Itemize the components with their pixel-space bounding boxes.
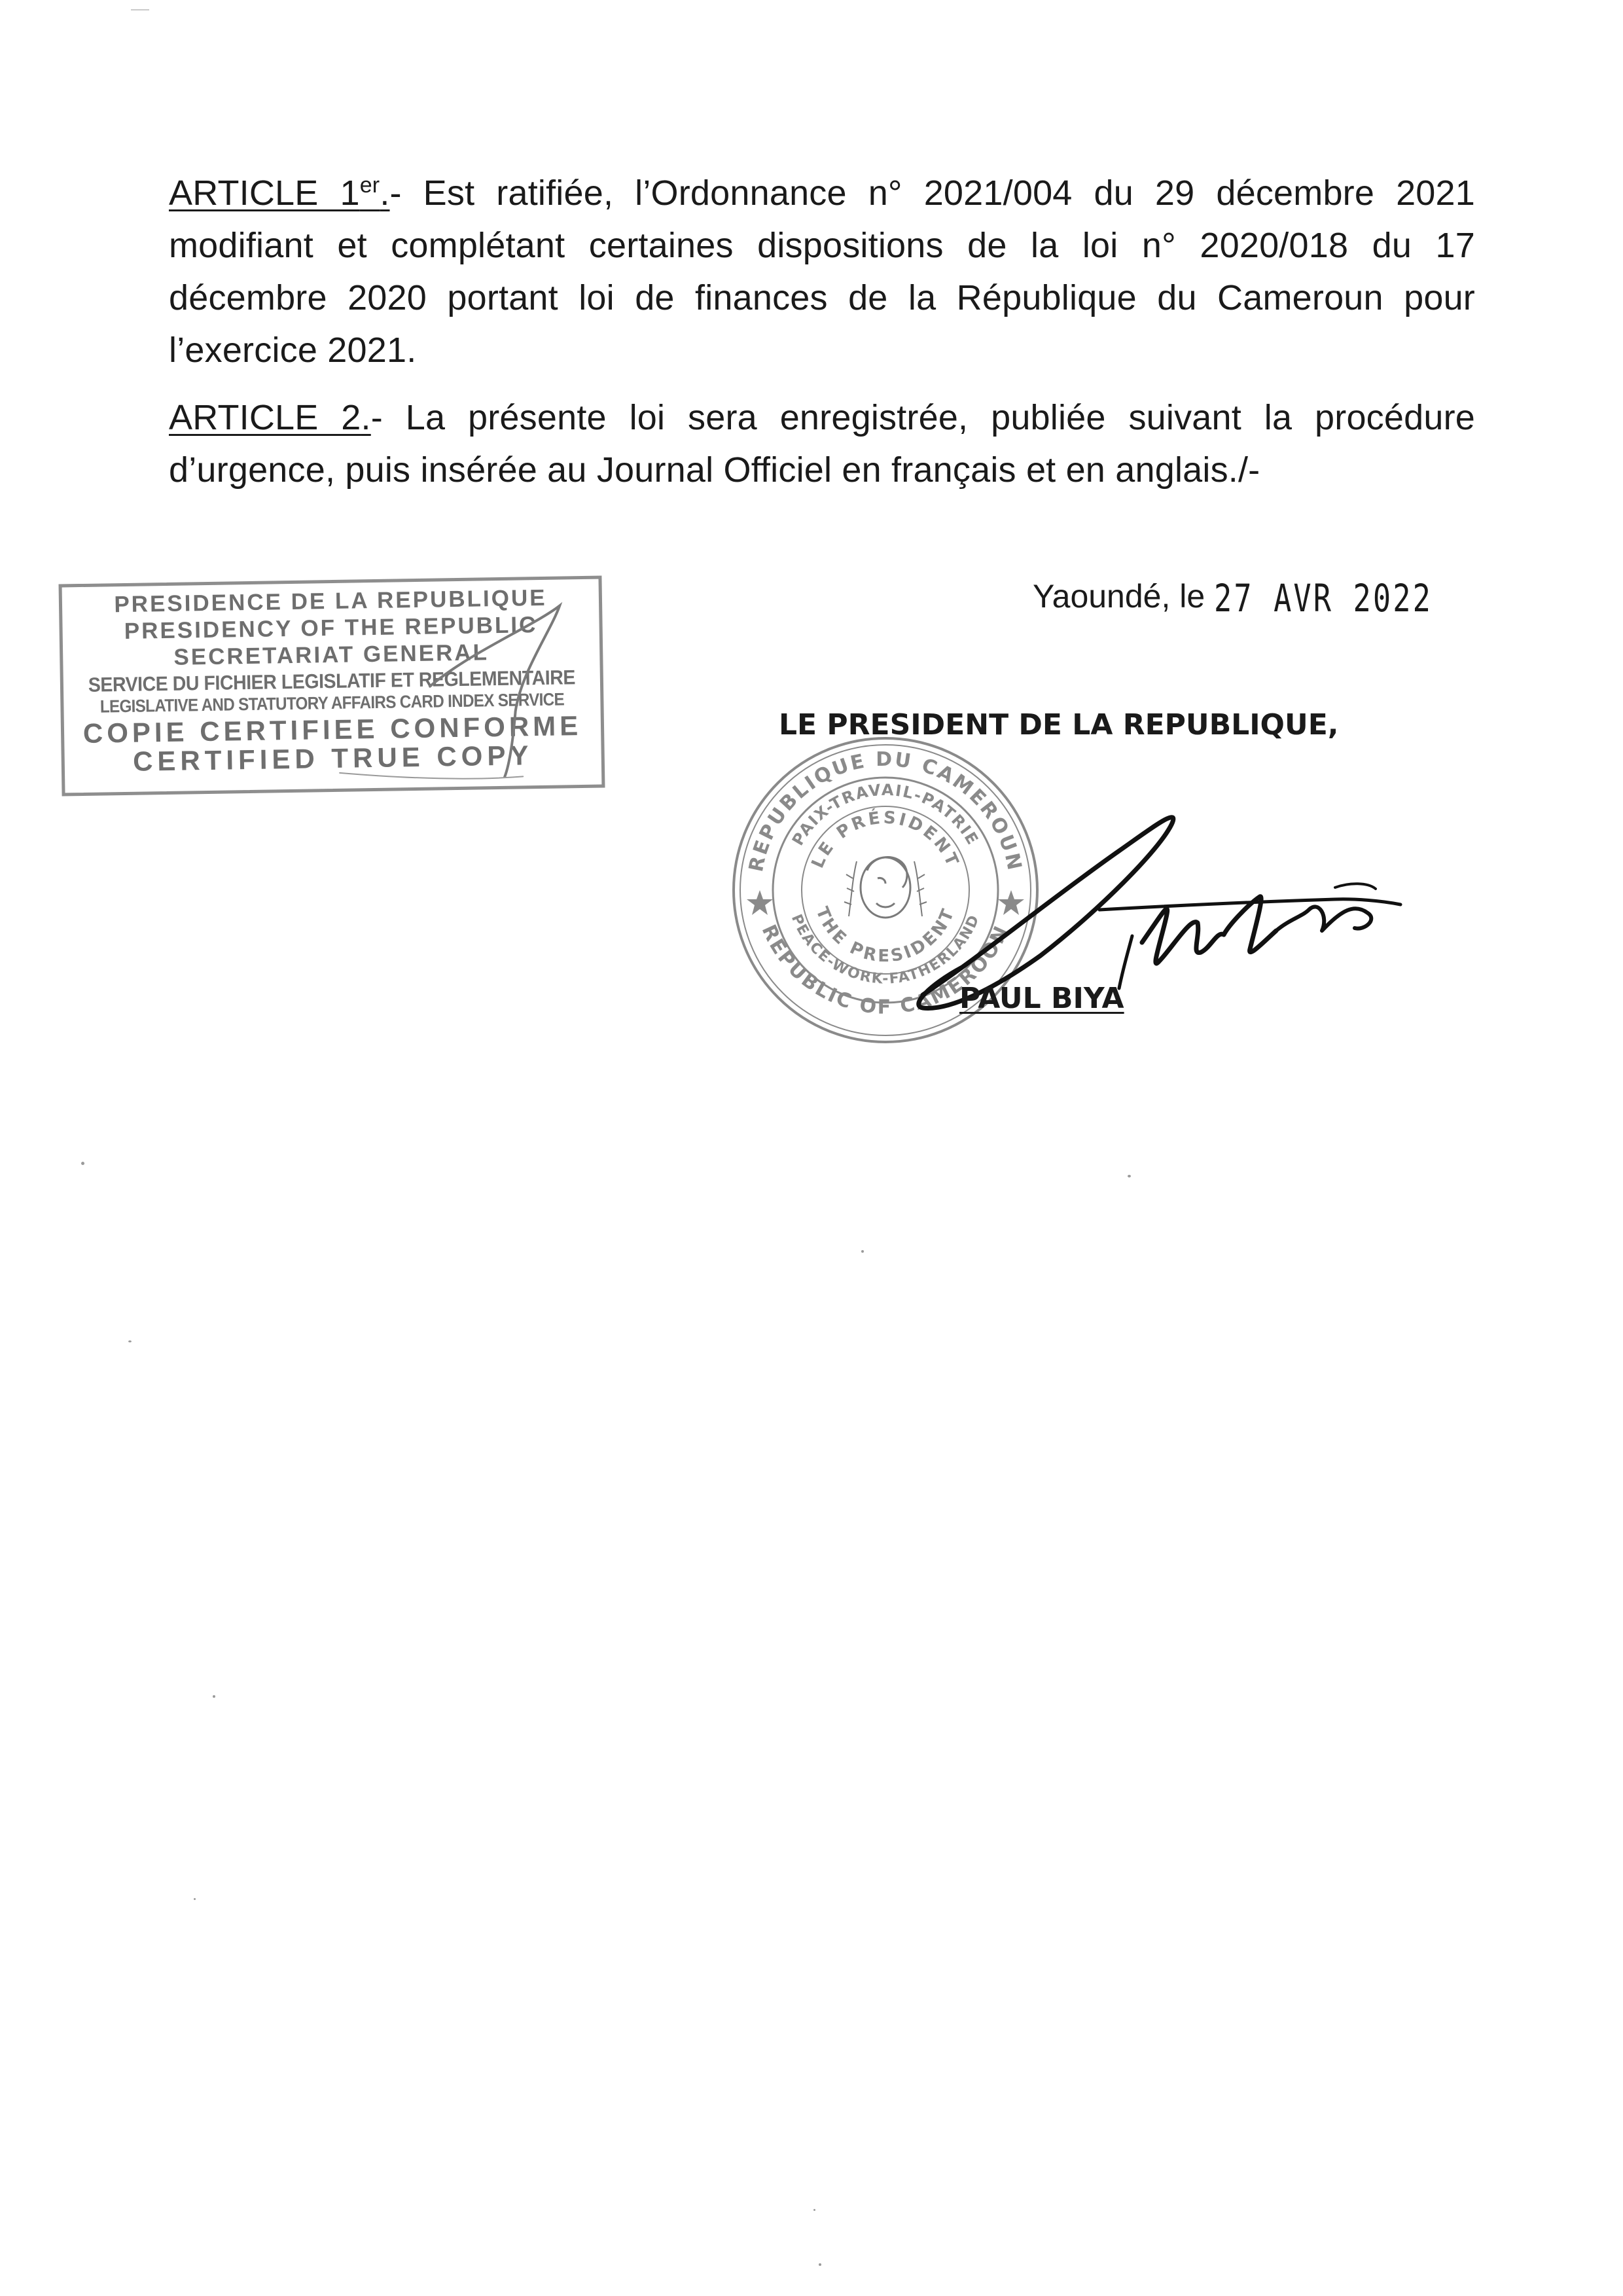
signatory-name: PAUL BIYA (959, 982, 1124, 1015)
article-1-heading-tail: . (380, 173, 390, 213)
article-1-heading-sup: er (359, 173, 380, 198)
article-1-text: - Est ratifiée, l’Ordonnance n° 2021/004 du 29 décembre 2021 modifiant et complétant certaines dispositions de la loi n° 2020/018 du 17 décembre 2020 portant loi de finances de la République du Cameroun pour l’exercice 2021. (169, 173, 1475, 370)
scan-speck (1128, 1175, 1131, 1177)
certified-copy-stamp (59, 576, 605, 797)
stamp-line-4: SERVICE DU FICHIER LEGISLATIF ET REGLEMENTAIRE (88, 666, 576, 696)
stamp-line-6: COPIE CERTIFIEE CONFORME (82, 710, 582, 749)
date-place: Yaoundé, le (1033, 578, 1205, 615)
seal-inner-top-text: PAIX-TRAVAIL-PATRIE (788, 780, 983, 849)
article-2-heading (169, 398, 371, 437)
article-2-heading-tail: . (361, 398, 371, 437)
seal-outer-top-text: REPUBLIQUE DU CAMEROUN (744, 747, 1027, 874)
seal-center-top-text: LE PRÉSIDENT (808, 808, 963, 871)
scan-speck (819, 2263, 821, 2266)
stamp-initial-mark (62, 579, 609, 799)
seal-outer-bottom-text: REPUBLIC OF CAMEROON (757, 921, 1014, 1019)
article-1-heading (169, 173, 390, 213)
scan-speck (861, 1250, 864, 1253)
scan-speck (128, 1340, 132, 1342)
scan-speck (194, 1898, 196, 1900)
stamp-line-5: LEGISLATIVE AND STATUTORY AFFAIRS CARD INDEX SERVICE (99, 689, 565, 717)
seal-center-bottom-text: THE PRESIDENT (812, 904, 959, 967)
scan-speck (213, 1695, 215, 1698)
stamp-line-2: PRESIDENCY OF THE REPUBLIC (124, 612, 538, 644)
stamp-line-1: PRESIDENCE DE LA REPUBLIQUE (114, 584, 547, 618)
article-2-text: - La présente loi sera enregistrée, publiée suivant la procédure d’urgence, puis insérée au Journal Officiel en français et en anglais./- (169, 398, 1475, 490)
president-title: LE PRESIDENT DE LA REPUBLIQUE, (779, 708, 1339, 742)
stamp-line-7: CERTIFIED TRUE COPY (132, 740, 533, 777)
date-line (1033, 576, 1494, 620)
scan-speck (81, 1162, 84, 1165)
article-1 (169, 167, 1475, 376)
stamp-line-3: SECRETARIAT GENERAL (173, 639, 490, 670)
article-2-heading-label: ARTICLE 2 (169, 398, 361, 437)
article-1-heading-label: ARTICLE 1 (169, 173, 360, 213)
scan-speck (813, 2209, 815, 2211)
article-2 (169, 391, 1475, 496)
date-stamp: 27 AVR 2022 (1214, 576, 1433, 620)
seal-inner-bottom-text: PEACE-WORK-FATHERLAND (787, 912, 984, 988)
scan-mark (131, 9, 149, 10)
